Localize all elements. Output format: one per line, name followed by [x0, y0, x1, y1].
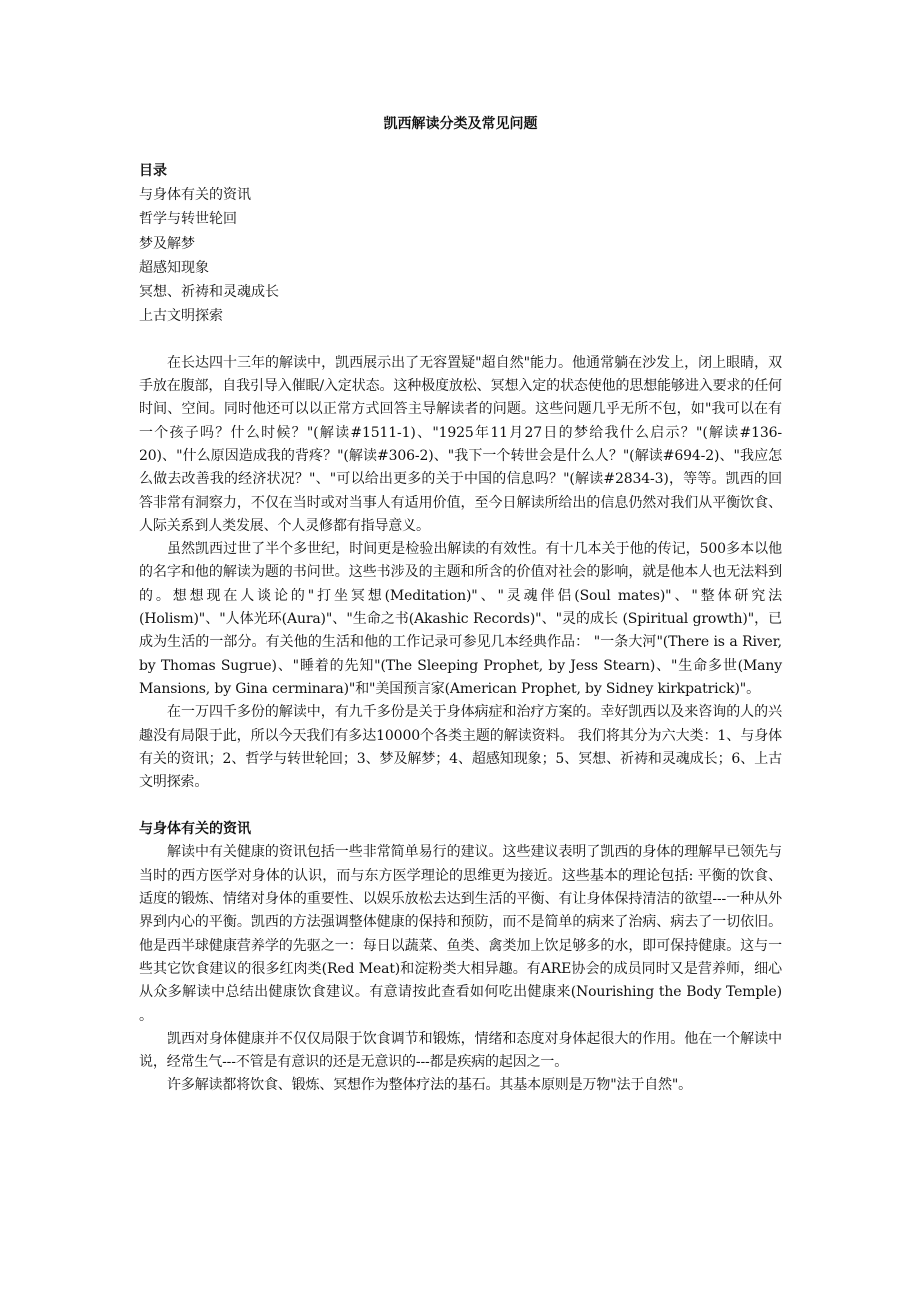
- toc-item-dreams: 梦及解梦: [139, 235, 195, 252]
- table-of-contents: [139, 159, 782, 329]
- intro-paragraph-3: 在一万四千多份的解读中，有九千多份是关于身体病症和治疗方案的。幸好凯西以及来咨询的人的兴趣没有局限于此，所以今天我们有多达10000个各类主题的解读资料。 我们将其分为六大类：1、与身体有关的资讯；2、哲学与转世轮回；3、梦及解梦；4、超感知现象；5、冥想、祈祷和灵魂成长；6、上古文明探索。: [139, 704, 782, 791]
- document-page: [139, 112, 782, 1098]
- body-info-section: [139, 817, 782, 1097]
- toc-item-esp: 超感知现象: [139, 259, 209, 276]
- toc-heading: 目录: [139, 163, 167, 179]
- intro-paragraph-2: 虽然凯西过世了半个多世纪，时间更是检验出解读的有效性。有十几本关于他的传记，500多本以他的名字和他的解读为题的书问世。这些书涉及的主题和所含的价值对社会的影响，就是他本人也无法料到的。想想现在人谈论的"打坐冥想(Meditation)"、"灵魂伴侣(Soul mates)"、"整体研究法(Holism)"、"人体光环(Aura)"、"生命之书(Akashic Records)"、"灵的成长 (Spiritual growth)"，已成为生活的一部分。有关他的生活和他的工作记录可参见几本经典作品： "一条大河"(There is a River, by Thomas Sugrue)、"睡着的先知"(The Sleeping Prophet, by Jess Stearn)、"生命多世(Many Mansions, by Gina cerminara)"和"美国预言家(American Prophet, by Sidney kirkpatrick)"。: [139, 541, 782, 697]
- intro-paragraph-1: 在长达四十三年的解读中，凯西展示出了无容置疑"超自然"能力。他通常躺在沙发上，闭上眼睛，双手放在腹部，自我引导入催眠/入定状态。这种极度放松、冥想入定的状态使他的思想能够进入要求的任何时间、空间。同时他还可以以正常方式回答主导解读者的问题。这些问题几乎无所不包，如"我可以在有一个孩子吗？什么时候？"(解读#1511-1)、"1925年11月27日的梦给我什么启示？"(解读#136-20)、"什么原因造成我的背疼？"(解读#306-2)、"我下一个转世会是什么人？"(解读#694-2)、"我应怎么做去改善我的经济状况？"、"可以给出更多的关于中国的信息吗？"(解读#2834-3)，等等。凯西的回答非常有洞察力，不仅在当时或对当事人有适用价值，至今日解读所给出的信息仍然对我们从平衡饮食、人际关系到人类发展、个人灵修都有指导意义。: [139, 354, 782, 534]
- toc-item-meditation-prayer: 冥想、祈祷和灵魂成长: [139, 284, 279, 301]
- section-paragraph-2: 凯西对身体健康并不仅仅局限于饮食调节和锻炼，情绪和态度对身体起很大的作用。他在一个解读中说，经常生气---不管是有意识的还是无意识的---都是疾病的起因之一。: [139, 1030, 782, 1071]
- toc-item-body-info: 与身体有关的资讯: [139, 187, 251, 203]
- section-heading: 与身体有关的资讯: [139, 821, 251, 838]
- toc-list: [139, 183, 782, 329]
- toc-item-ancient-civilizations: 上古文明探索: [139, 308, 223, 325]
- document-title: 凯西解读分类及常见问题: [383, 116, 538, 132]
- toc-item-philosophy-reincarnation: 哲学与转世轮回: [139, 211, 237, 228]
- section-paragraph-1: 解读中有关健康的资讯包括一些非常简单易行的建议。这些建议表明了凯西的身体的理解早已领先与当时的西方医学对身体的认识，而与东方医学理论的思维更为接近。这些基本的理论包括: 平衡的饮食、适度的锻炼、情绪对身体的重要性、以娱乐放松去达到生活的平衡、有让身体保持清洁的欲望---一种从外界到内心的平衡。凯西的方法强调整体健康的保持和预防，而不是简单的病来了治病、病去了一切依旧。他是西半球健康营养学的先驱之一：每日以蔬菜、鱼类、禽类加上饮足够多的水，即可保持健康。这与一些其它饮食建议的很多红肉类(Red Meat)和淀粉类大相异趣。有ARE协会的成员同时又是营养师，细心从众多解读中总结出健康饮食建议。有意请按此查看如何吃出健康来(Nourishing the Body Temple) 。: [139, 844, 782, 1024]
- section-paragraph-3: 许多解读都将饮食、锻炼、冥想作为整体疗法的基石。其基本原则是万物"法于自然"。: [167, 1077, 693, 1094]
- intro-section: [139, 352, 782, 795]
